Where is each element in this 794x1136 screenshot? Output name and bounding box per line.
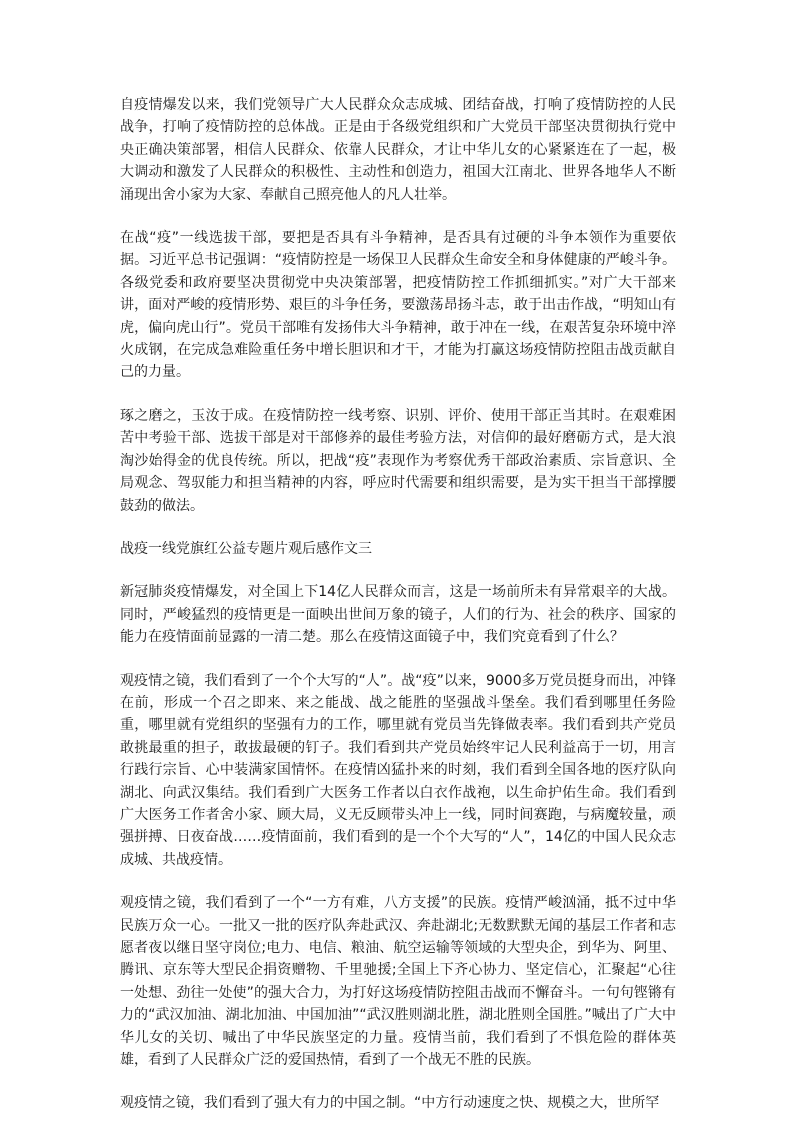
paragraph-4: 新冠肺炎疫情爆发，对全国上下14亿人民群众而言，这是一场前所未有异常艰辛的大战。同时，严峻猛烈的疫情更是一面映出世间万象的镜子，人们的行为、社会的秩序、国家的能力在疫情面前显露的一清二楚。那么在疫情这面镜子中，我们究竟看到了什么？ <box>120 584 676 646</box>
paragraph-3: 琢之磨之，玉汝于成。在疫情防控一线考察、识别、评价、使用干部正当其时。在艰难困苦中考验干部、选拔干部是对干部修养的最佳考验方法，对信仰的最好磨砺方式，是大浪淘沙始得金的优良传统。所以，把战“疫”表现作为考察优秀干部政治素质、宗旨意识、全局观念、驾驭能力和担当精神的内容，呼应时代需要和组织需要，是为实干担当干部撑腰鼓劲的做法。 <box>120 407 676 514</box>
paragraph-5: 观疫情之镜，我们看到了一个个大写的“人”。战“疫”以来，9000多万党员挺身而出，冲锋在前，形成一个召之即来、来之能战、战之能胜的坚强战斗堡垒。我们看到哪里任务险重，哪里就有党组织的坚强有力的工作，哪里就有党员当先锋做表率。我们看到共产党员敢挑最重的担子，敢拔最硬的钉子。我们看到共产党员始终牢记人民利益高于一切，用言行践行宗旨、心中装满家国情怀。在疫情凶猛扑来的时刻，我们看到全国各地的医疗队向湖北、向武汉集结。我们看到广大医务工作者以白衣作战袍，以生命护佑生命。我们看到广大医务工作者舍小家、顾大局，义无反顾带头冲上一线，同时间赛跑，与病魔较量，顽强拼搏、日夜奋战……疫情面前，我们看到的是一个个大写的“人”，14亿的中国人民众志成城、共战疫情。 <box>120 672 676 868</box>
section-heading: 战疫一线党旗红公益专题片观后感作文三 <box>120 540 372 557</box>
paragraph-1: 自疫情爆发以来，我们党领导广大人民群众众志成城、团结奋战，打响了疫情防控的人民战争，打响了疫情防控的总体战。正是由于各级党组织和广大党员干部坚决贯彻执行党中央正确决策部署，相信人民群众、依靠人民群众，才让中华儿女的心紧紧连在了一起，极大调动和激发了人民群众的积极性、主动性和创造力，祖国大江南北、世界各地华人不断涌现出舍小家为大家、奉献自己照亮他人的凡人壮举。 <box>120 97 676 203</box>
document-page <box>120 94 676 1136</box>
paragraph-6: 观疫情之镜，我们看到了一个“一方有难，八方支援”的民族。疫情严峻汹涌，抵不过中华民族万众一心。一批又一批的医疗队奔赴武汉、奔赴湖北;无数默默无闻的基层工作者和志愿者夜以继日坚守岗位;电力、电信、粮油、航空运输等领域的大型央企，到华为、阿里、腾讯、京东等大型民企捐资赠物、千里驰援;全国上下齐心协力、坚定信心，汇聚起“心往一处想、劲往一处使”的强大合力，为打好这场疫情防控阻击战而不懈奋斗。一句句铿锵有力的“武汉加油、湖北加油、中国加油”“武汉胜则湖北胜，湖北胜则全国胜。”喊出了广大中华儿女的关切、喊出了中华民族坚定的力量。疫情当前，我们看到了不惧危险的群体英雄，看到了人民群众广泛的爱国热情，看到了一个战无不胜的民族。 <box>120 895 676 1069</box>
paragraph-7: 观疫情之镜，我们看到了强大有力的中国之制。“中方行动速度之快、规模之大，世所罕 <box>120 1095 660 1112</box>
paragraph-2: 在战“疫”一线选拔干部，要把是否具有斗争精神，是否具有过硬的斗争本领作为重要依据。习近平总书记强调：“疫情防控是一场保卫人民群众生命安全和身体健康的严峻斗争。各级党委和政府要坚决贯彻党中央决策部署，把疫情防控工作抓细抓实。”对广大干部来讲，面对严峻的疫情形势、艰巨的斗争任务，要激荡昂扬斗志，敢于出击作战，“明知山有虎，偏向虎山行”。党员干部唯有发扬伟大斗争精神，敢于冲在一线，在艰苦复杂环境中淬火成钢，在完成急难险重任务中增长胆识和才干，才能为打赢这场疫情防控阻击战贡献自己的力量。 <box>120 230 676 381</box>
